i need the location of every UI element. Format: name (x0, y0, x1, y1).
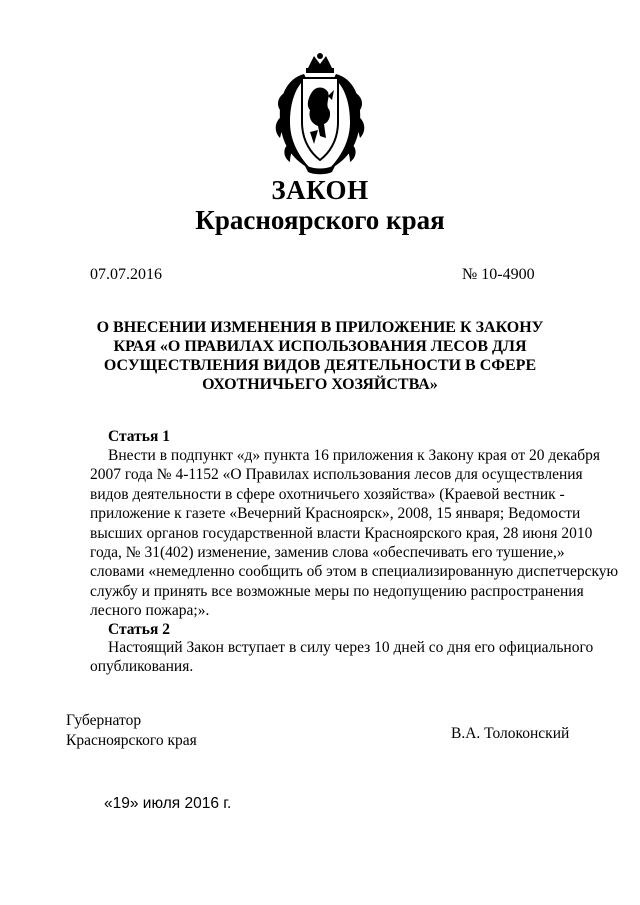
document-number: № 10-4900 (462, 266, 535, 283)
signatory-position-line: Губернатор (66, 712, 142, 729)
article-2-line: Настоящий Закон вступает в силу через 10 дней со дня его официального (108, 639, 594, 656)
document-type-title: ЗАКОН (271, 175, 369, 205)
article-1-line: приложение к газете «Вечерний Красноярск», 2008, 15 января; Ведомости (90, 505, 581, 523)
article-1-line: года, № 31(402) изменение, заменив слова «обеспечивать его тушение,» (90, 544, 565, 562)
signing-date: «19» июля 2016 г. (104, 795, 232, 812)
article-1-line: 2007 года № 4-1152 «О Правилах использования лесов для осуществления (90, 466, 583, 484)
signatory-position-line: Красноярского края (66, 732, 197, 749)
article-1-text (90, 446, 619, 621)
article-2-title: Статья 2 (108, 621, 170, 638)
document-date: 07.07.2016 (90, 266, 162, 283)
coat-of-arms-icon (274, 52, 366, 176)
law-heading (80, 318, 560, 394)
law-heading-line: ОХОТНИЧЬЕГО ХОЗЯЙСТВА» (202, 376, 438, 393)
law-heading-line: О ВНЕСЕНИИ ИЗМЕНЕНИЯ В ПРИЛОЖЕНИЕ К ЗАКОНУ (96, 319, 544, 336)
article-1-line: словами «немедленно сообщить об этом в специализированную диспетчерскую (90, 563, 619, 581)
article-1-line: Внести в подпункт «д» пункта 16 приложения к Закону края от 20 декабря (108, 447, 601, 464)
law-heading-line: КРАЯ «О ПРАВИЛАХ ИСПОЛЬЗОВАНИЯ ЛЕСОВ ДЛЯ (113, 338, 527, 355)
article-1-line: службу и принять все возможные меры по недопущению распространения (90, 582, 584, 600)
law-heading-line: ОСУЩЕСТВЛЕНИЯ ВИДОВ ДЕЯТЕЛЬНОСТИ В СФЕРЕ (103, 357, 537, 374)
article-1-line: видов деятельности в сфере охотничьего хозяйства» (Краевой вестник - (90, 485, 565, 503)
article-2-text (90, 638, 594, 677)
article-1-line: высших органов государственной власти Красноярского края, 28 июня 2010 (90, 524, 593, 542)
article-1-title: Статья 1 (108, 428, 170, 445)
article-1-line: лесного пожара;». (90, 602, 210, 620)
signatory-position (66, 711, 197, 751)
signatory-name: В.А. Толоконский (451, 725, 570, 742)
article-2-line: опубликования. (90, 658, 194, 676)
issuer-title: Красноярского края (195, 205, 445, 235)
